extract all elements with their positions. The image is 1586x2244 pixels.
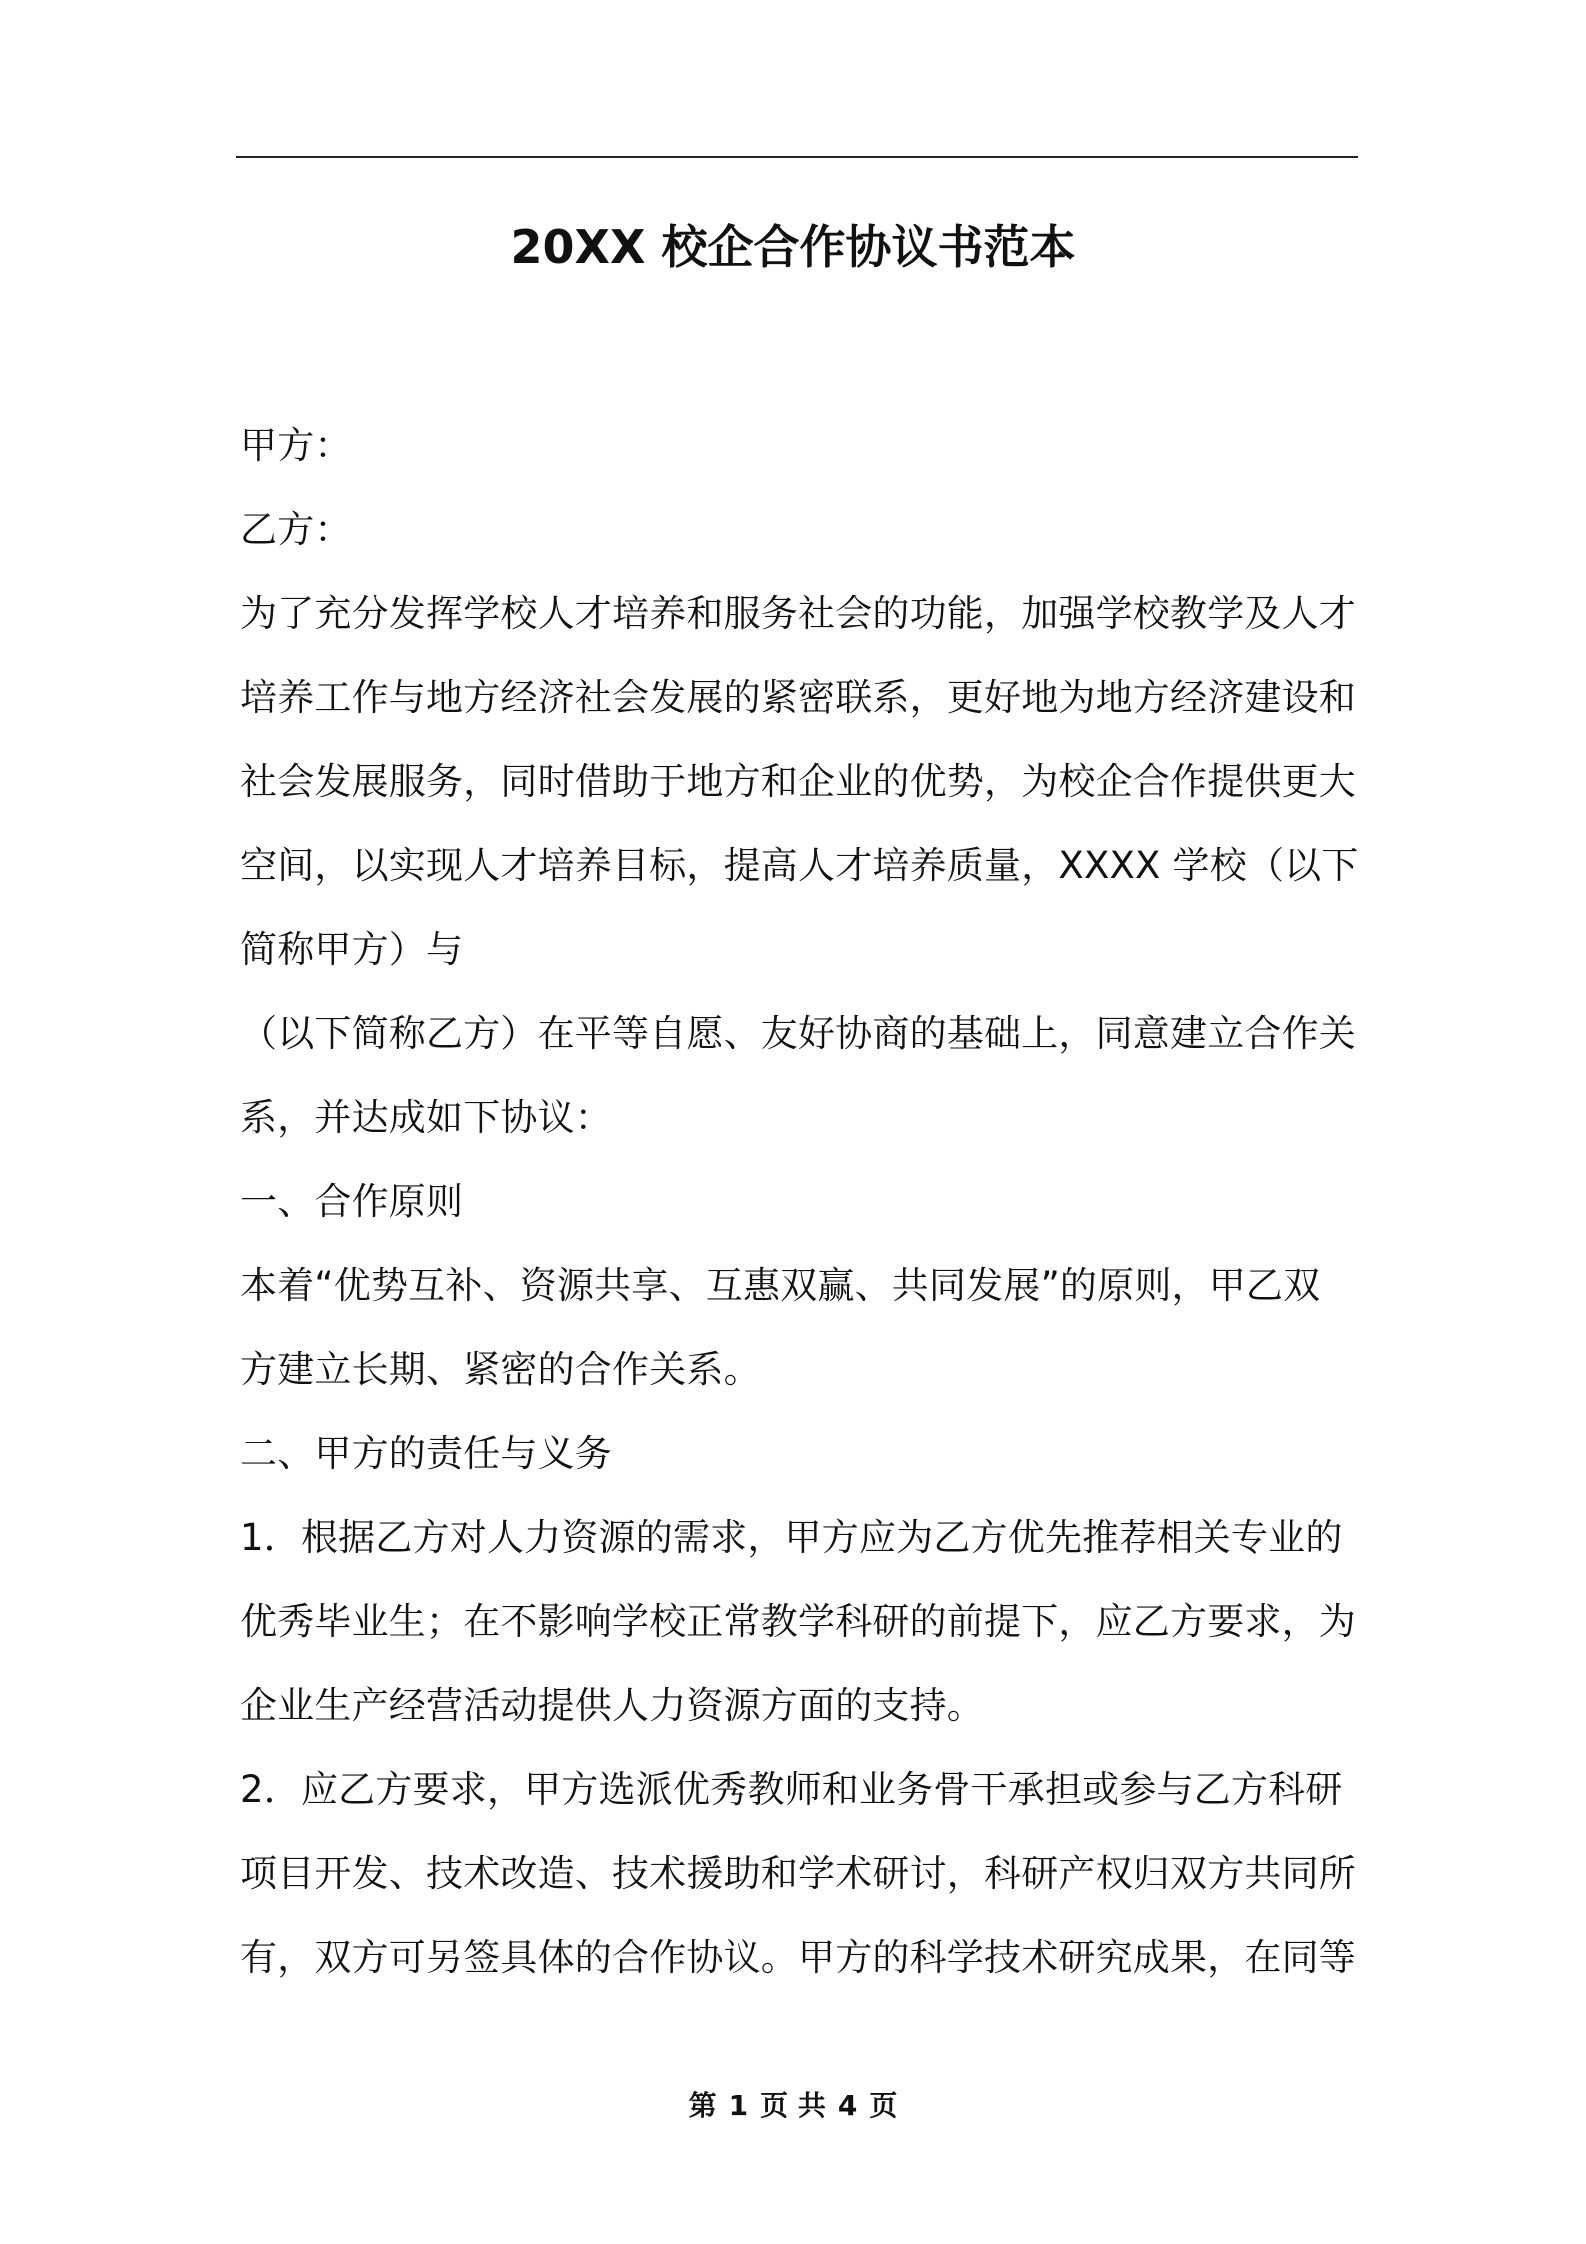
body-line: 本着“优势互补、资源共享、互惠双赢、共同发展”的原则，甲乙双 [240,1264,1321,1307]
body-line: 社会发展服务，同时借助于地方和企业的优势，为校企合作提供更大 [240,760,1356,803]
body-line: （以下简称乙方）在平等自愿、友好协商的基础上，同意建立合作关 [240,1012,1356,1055]
document-body [240,404,1360,2000]
party-a-line: 甲方： [240,424,352,467]
body-line: 有，双方可另签具体的合作协议。甲方的科学技术研究成果，在同等 [240,1936,1356,1979]
body-line: 方建立长期、紧密的合作关系。 [240,1348,761,1391]
page-current: 1 [728,2089,749,2122]
document-title: 20XX 校企合作协议书范本 [510,220,1076,274]
page-total: 4 [837,2089,858,2122]
clause-1-line: 1．根据乙方对人力资源的需求，甲方应为乙方优先推荐相关专业的 [240,1516,1343,1559]
page-mid: 页 共 [760,2089,826,2122]
body-line: 培养工作与地方经济社会发展的紧密联系，更好地为地方经济建设和 [240,676,1356,719]
header-rule [236,156,1358,158]
body-line: 空间，以实现人才培养目标，提高人才培养质量，XXXX 学校（以下 [240,844,1359,887]
body-line: 企业生产经营活动提供人力资源方面的支持。 [240,1684,984,1727]
body-line: 项目开发、技术改造、技术援助和学术研讨，科研产权归双方共同所 [240,1852,1356,1895]
page-suffix: 页 [869,2089,898,2122]
body-line: 为了充分发挥学校人才培养和服务社会的功能，加强学校教学及人才 [240,592,1356,635]
body-line: 优秀毕业生；在不影响学校正常教学科研的前提下，应乙方要求，为 [240,1600,1356,1643]
section-heading-1: 一、合作原则 [240,1180,464,1223]
body-line: 系，并达成如下协议： [240,1096,612,1139]
page-prefix: 第 [688,2089,717,2122]
party-b-line: 乙方： [240,508,352,551]
body-line: 简称甲方）与 [240,928,464,971]
clause-2-line: 2．应乙方要求，甲方选派优秀教师和业务骨干承担或参与乙方科研 [240,1768,1343,1811]
section-heading-2: 二、甲方的责任与义务 [240,1432,612,1475]
page-footer [0,2086,1586,2126]
